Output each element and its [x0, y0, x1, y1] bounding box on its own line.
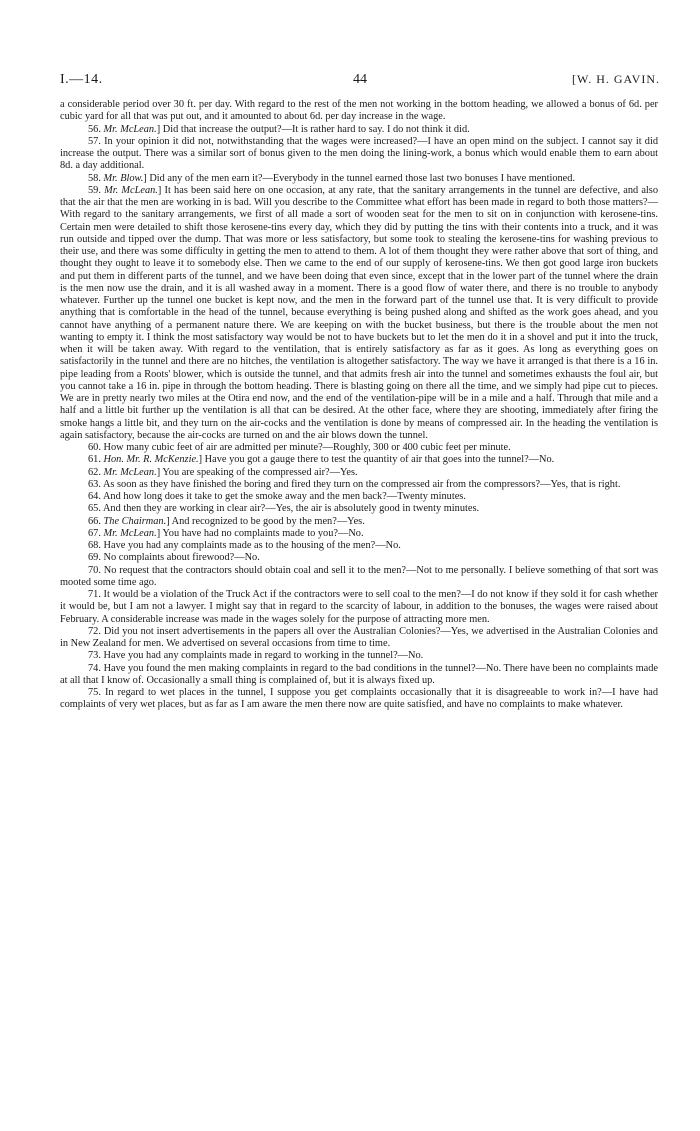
paragraph-continuation: a considerable period over 30 ft. per day. With regard to the rest of the men not working in the bottom heading, we allowed a bonus of 6d. per cubic yard for all that was put out, and it amounted to about 6d. per day increase in the wage.: [60, 99, 658, 123]
question-61: 61. Hon. Mr. R. McKenzie.] Have you got a gauge there to test the quantity of air that goes into the tunnel?—No.: [88, 454, 555, 466]
question-71: 71. It would be a violation of the Truck Act if the contractors were to sell coal to the men?—I do not know if they sold it for cash whether it would be, but I am not a lawyer. I might say that in regard to the scarcity of labour, in addition to the bonuses, the wages were raised about February. A considerable increase was made in the wages solely for the purpose of attracting more men.: [60, 589, 658, 625]
question-64: 64. And how long does it take to get the smoke away and the men back?—Twenty minutes.: [88, 491, 466, 502]
question-72: 72. Did you not insert advertisements in the papers all over the Australian Colonies?—Yes, we advertised in the Australian Colonies and in New Zealand for men. We advertised on several occasions from time to time.: [60, 625, 658, 649]
question-69: 69. No complaints about firewood?—No.: [88, 552, 260, 564]
question-74: 74. Have you found the men making complaints in regard to the bad conditions in the tunnel?—No. There have been no complaints made at all that I know of. Occasionally a small thing is complained of, but it is always fixed up.: [60, 662, 658, 686]
question-57: 57. In your opinion it did not, notwithstanding that the wages were increased?—I have an open mind on the subject. I cannot say it did increase the output. There was a similar sort of bonus given to the men doing the lining-work, a bonus which would enable them to earn about 8d. a day additional.: [60, 135, 658, 172]
question-66: 66. The Chairman.] And recognized to be good by the men?—Yes.: [88, 515, 365, 527]
question-70: 70. No request that the contractors should obtain coal and sell it to the men?—Not to me personally. I believe something of that sort was mooted some time ago.: [60, 564, 659, 588]
page-number: 44: [353, 72, 367, 87]
page-header: [60, 72, 660, 92]
witness-name: [W. H. GAVIN.: [572, 72, 660, 86]
question-56: 56. Mr. McLean.] Did that increase the output?—It is rather hard to say. I do not think it did.: [88, 123, 470, 135]
question-60: 60. How many cubic feet of air are admitted per minute?—Roughly, 300 or 400 cubic feet per minute.: [88, 442, 511, 453]
question-59: 59. Mr. McLean.] It has been said here on one occasion, at any rate, that the sanitary arrangements in the tunnel are defective, and also that the air that the men are working in is bad. Will you describe to the Committee what effort has been made in regard to both those matters?—With regard to the sanitary arrangements, we first of all made a sort of wooden seat for the men to sit on in conjunction with kerosene-tins. Certain men were detailed to shift those kerosene-tins every day, which they did by putting the tins with their contents into a truck, and it was run outside and tipped over the dump. That was more or less satisfactory, but some took to stealing the kerosene-tins for washing previous to their use, and there was some difficulty in getting the men to attend to them. A lot of them thought they were rather above that sort of thing, and thought they ought to leave it to somebody else. Then we came to the end of our supply of kerosene-tins. We then got good large iron buckets and put them in different parts of the tunnel, and we have been doing that even since, except that in the lower part of the tunnel where the drain is the men now use the drain, and it is all washed away in a moment. There is a good flow of water there, and there is no trouble to anybody whatever. Further up the tunnel one bucket is kept now, and the men in the forward part of the tunnel use that. It is very difficult to provide anything that is comfortable in the head of the tunnel, because everything is being pushed along and shifted as the work goes ahead, and you cannot have anything of a permanent nature there. We are keeping on with the bucket business, but there is the trouble about the men not wanting to empty it. I think the most satisfactory way would be not to have buckets but to let the men do it in a shovel and put it into the truck, when it will be taken away. With regard to the ventilation, that is entirely satisfactory as far as it goes. As long as everything goes on satisfactorily in the tunnel and there are no hitches, the ventilation is altogether satisfactory. The way we have it arranged is that there is a 16 in. pipe leading from a Roots' blower, which is outside the tunnel, and that admits fresh air into the tunnel and sometimes exhausts the foul air, but you cannot take a 16 in. pipe in through the bottom heading. There is blasting going on there all the time, and we simply had pipe cut to pieces. We are in pretty nearly two miles at the Otira end now, and the end of the ventilation-pipe will be in a mile and a half. Through that mile and a half and a little bit further up the ventilation is all that can be desired. At the other face, where they are shooting, immediately after firing the smoke hangs a little bit, and they turn on the air-cocks and the ventilation is done by means of compressed air. In the heading the ventilation is again satisfactory, because the air-cocks are turned on and the air blows down the tunnel.: [60, 184, 659, 441]
question-62: 62. Mr. McLean.] You are speaking of the compressed air?—Yes.: [88, 466, 358, 478]
question-63: 63. As soon as they have finished the boring and fired they turn on the compressed air from the compressors?—Yes, that is right.: [88, 478, 621, 490]
question-65: 65. And then they are working in clear air?—Yes, the air is absolutely good in twenty minutes.: [88, 503, 480, 515]
question-73: 73. Have you had any complaints made in regard to working in the tunnel?—No.: [88, 650, 424, 662]
question-68: 68. Have you had any complaints made as to the housing of the men?—No.: [88, 540, 401, 551]
body-text: [60, 99, 658, 712]
question-67: 67. Mr. McLean.] You have had no complaints made to you?—No.: [88, 527, 364, 539]
question-58: 58. Mr. Blow.] Did any of the men earn it?—Everybody in the tunnel earned those last two bonuses I have mentioned.: [88, 172, 576, 184]
document-reference: I.—14.: [60, 72, 103, 87]
question-75: 75. In regard to wet places in the tunnel, I suppose you get complaints occasionally that it is disagreeable to work in?—I have had complaints of very wet places, but as far as I am aware the men there now are quite satisfied, and have no complaints to make whatever.: [60, 687, 659, 711]
